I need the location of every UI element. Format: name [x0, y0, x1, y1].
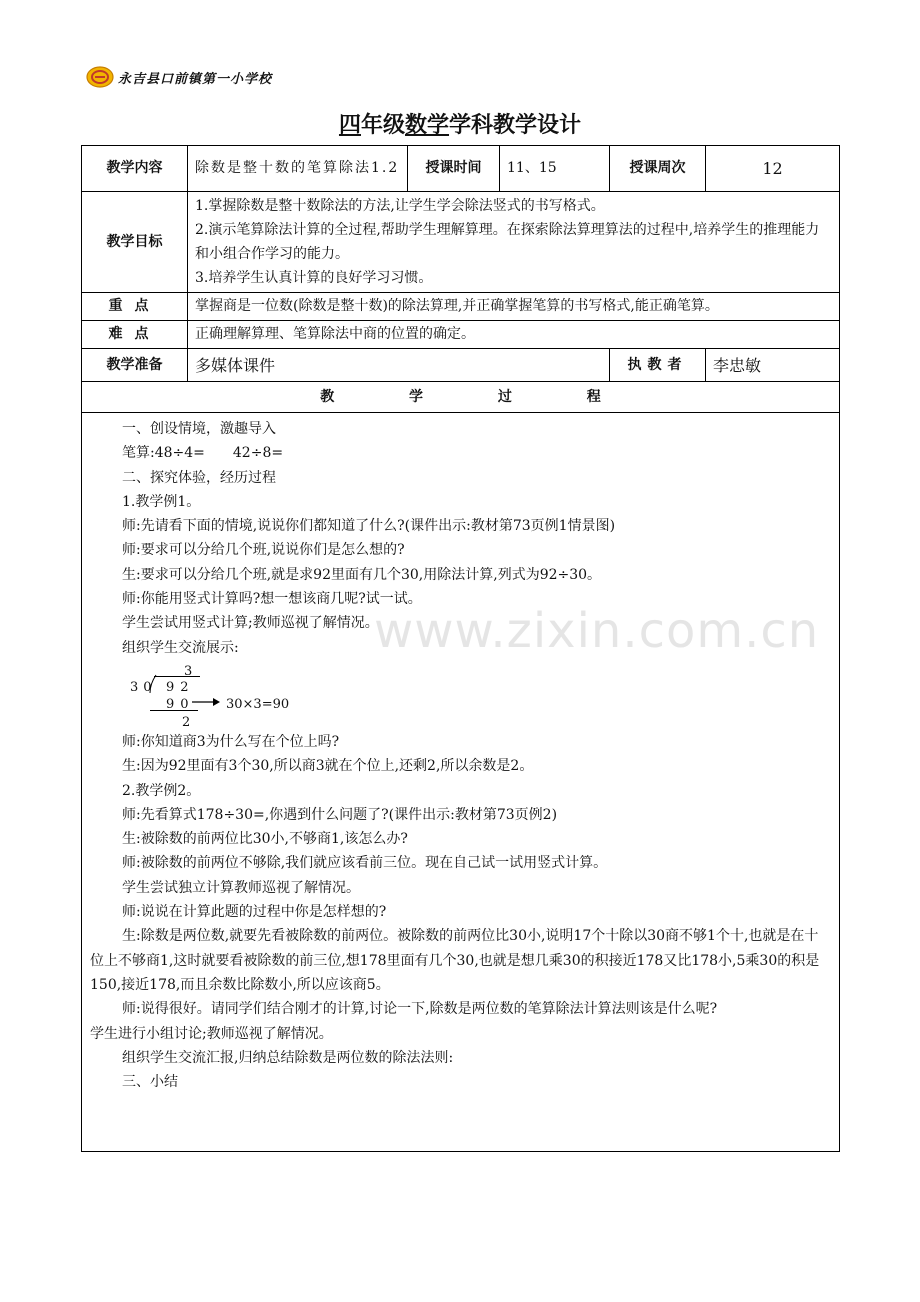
process-line: 二、探究体验，经历过程 — [122, 469, 276, 486]
teacher-value: 李忠敏 — [706, 349, 840, 382]
process-line: 师:你能用竖式计算吗?想一想该商几呢?试一试。 — [122, 591, 422, 608]
time-label: 授课时间 — [408, 146, 500, 192]
difficulty-label: 难点 — [82, 321, 188, 349]
process-line: 笔算:48÷4= 42÷8= — [122, 445, 284, 462]
goal-item: 3.培养学生认真计算的良好学习习惯。 — [195, 270, 433, 286]
process-line: 生:除数是两位数,就要先看被除数的前两位。被除数的前两位比30小,说明17个十除以30商不够1个十,也就是在十位上不够商1,这时就要看被除数的前三位,想178里面有几个30,也就是想几乘30的积接近178又比178小,5乘30的积是150,接近178,而且余数比除数小,所以应该商5。 — [90, 928, 820, 993]
school-header — [86, 66, 272, 88]
process-line: 1.教学例1。 — [122, 493, 201, 510]
product-note: 30×3=90 — [226, 696, 290, 712]
week-label: 授课周次 — [610, 146, 706, 192]
goal-item: 1.掌握除数是整十数除法的方法,让学生学会除法竖式的书写格式。 — [195, 198, 605, 214]
goals-cell — [188, 192, 840, 293]
process-line: 师:被除数的前两位不够除,我们就应该看前三位。现在自己试一试用竖式计算。 — [122, 855, 608, 872]
arrow-icon — [192, 696, 222, 708]
dividend: 92 — [166, 679, 195, 695]
prep-value: 多媒体课件 — [188, 349, 610, 382]
remainder: 2 — [182, 714, 191, 730]
quotient: 3 — [184, 663, 193, 679]
product: 90 — [166, 696, 195, 712]
process-line: 学生进行小组讨论;教师巡视了解情况。 — [90, 1025, 333, 1042]
teacher-label: 执教者 — [610, 349, 706, 382]
goals-label: 教学目标 — [82, 192, 188, 293]
content-value: 除数是整十数的笔算除法1.2 — [188, 146, 408, 192]
process-line: 组织学生交流汇报,归纳总结除数是两位数的除法法则: — [122, 1049, 454, 1066]
key-label: 重点 — [82, 293, 188, 321]
divisor: 30 — [130, 679, 157, 695]
school-logo-icon — [86, 66, 114, 88]
watermark: www.zixin.com.cn — [374, 603, 820, 659]
division-bracket-icon — [148, 674, 158, 694]
process-line: 师:先看算式178÷30=,你遇到什么问题了?(课件出示:教材第73页例2) — [122, 806, 558, 823]
process-line: 师:说得很好。请同学们结合刚才的计算,讨论一下,除数是两位数的笔算除法计算法则该是什么呢? — [122, 1001, 718, 1018]
process-line: 学生尝试用竖式计算;教师巡视了解情况。 — [122, 615, 379, 632]
process-line: 生:因为92里面有3个30,所以商3就在个位上,还剩2,所以余数是2。 — [122, 758, 534, 775]
process-line: 2.教学例2。 — [122, 782, 201, 799]
key-value: 掌握商是一位数(除数是整十数)的除法算理,并正确掌握笔算的书写格式,能正确笔算。 — [188, 293, 840, 321]
process-line: 组织学生交流展示: — [122, 639, 239, 656]
process-line: 师:你知道商3为什么写在个位上吗? — [122, 733, 340, 750]
page-title: 四年级数学学科教学设计 — [338, 113, 582, 138]
difficulty-value: 正确理解算理、笔算除法中商的位置的确定。 — [188, 321, 840, 349]
process-header: 教 学 过 程 — [82, 382, 840, 413]
process-line: 生:被除数的前两位比30小,不够商1,该怎么办? — [122, 831, 408, 848]
process-line: 一、创设情境，激趣导入 — [122, 421, 276, 437]
process-line: 学生尝试独立计算教师巡视了解情况。 — [122, 879, 360, 896]
time-value: 11、15 — [500, 146, 610, 192]
prep-label: 教学准备 — [82, 349, 188, 382]
process-line: 生:要求可以分给几个班,就是求92里面有几个30,用除法计算,列式为92÷30。 — [122, 566, 602, 583]
process-line: 师:说说在计算此题的过程中你是怎样想的? — [122, 904, 387, 921]
long-division — [122, 660, 831, 730]
week-value: 12 — [706, 146, 840, 192]
goal-item: 2.演示笔算除法计算的全过程,帮助学生理解算理。在探索除法算理算法的过程中,培养学生的推理能力和小组合作学习的能力。 — [195, 222, 820, 262]
process-body — [82, 413, 840, 1152]
process-line: 师:先请看下面的情境,说说你们都知道了什么?(课件出示:教材第73页例1情景图) — [122, 518, 616, 535]
school-name: 永吉县口前镇第一小学校 — [118, 71, 273, 87]
process-line: 三、小结 — [122, 1074, 178, 1091]
process-line: 师:要求可以分给几个班,说说你们是怎么想的? — [122, 542, 405, 559]
content-label: 教学内容 — [82, 146, 188, 192]
